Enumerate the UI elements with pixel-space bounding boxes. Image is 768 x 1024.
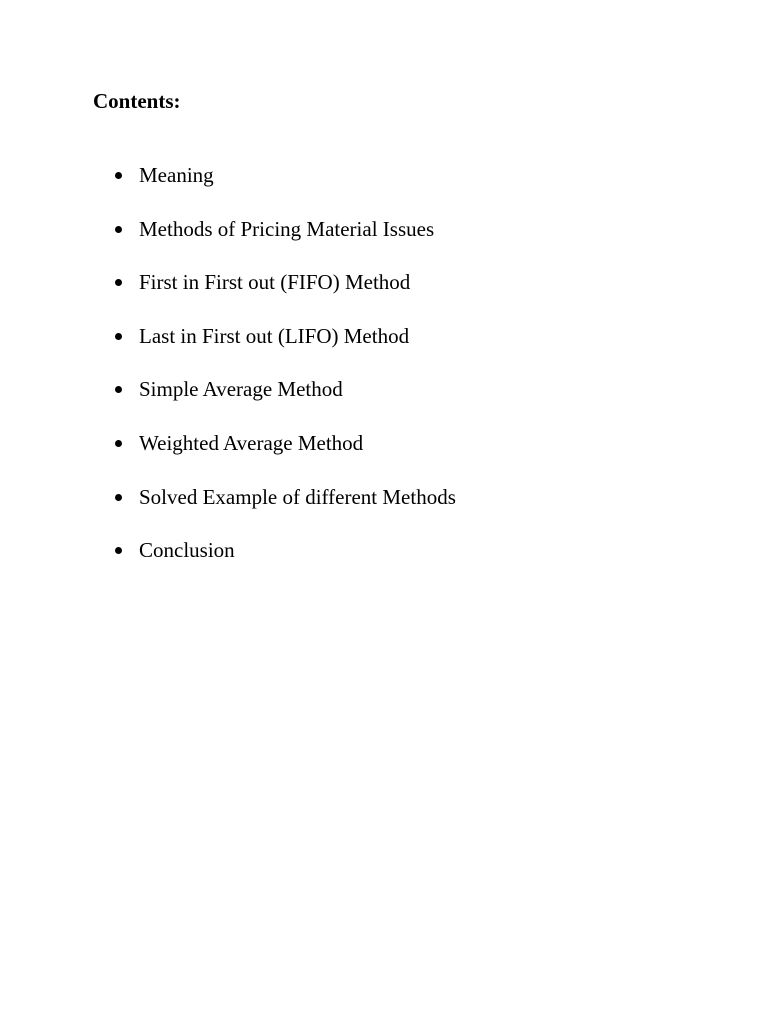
- bullet-icon: [115, 333, 122, 340]
- list-item-text: First in First out (FIFO) Method: [139, 270, 411, 295]
- bullet-icon: [115, 279, 122, 286]
- bullet-icon: [115, 547, 122, 554]
- list-item-text: Methods of Pricing Material Issues: [139, 216, 435, 241]
- bullet-icon: [115, 386, 122, 393]
- list-item-text: Meaning: [139, 163, 214, 187]
- bullet-icon: [115, 172, 122, 179]
- list-item-text: Weighted Average Method: [139, 430, 364, 455]
- list-item-text: Simple Average Method: [139, 377, 343, 402]
- bullet-icon: [115, 494, 122, 501]
- bullet-icon: [115, 226, 122, 233]
- bullet-icon: [115, 440, 122, 447]
- contents-heading: Contents:: [93, 89, 181, 113]
- list-item-text: Solved Example of different Methods: [139, 484, 456, 509]
- list-item-text: Last in First out (LIFO) Method: [139, 323, 410, 348]
- list-item-text: Conclusion: [139, 538, 235, 563]
